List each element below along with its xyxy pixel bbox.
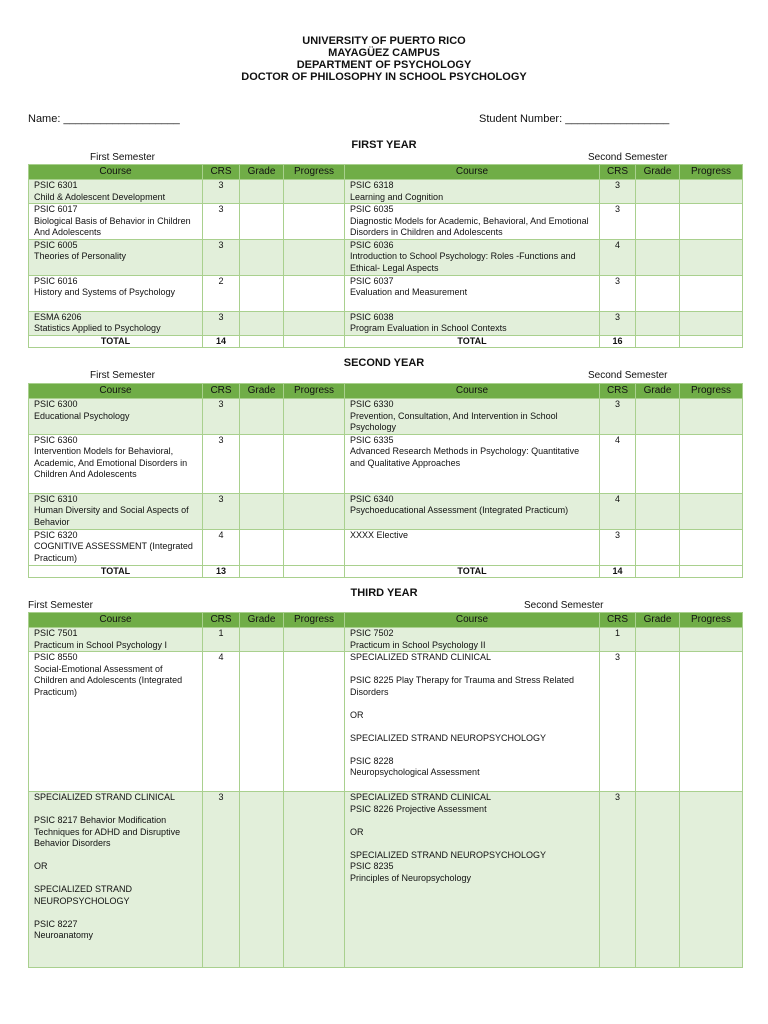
table-row — [29, 434, 743, 493]
or-label: OR — [350, 826, 364, 837]
col-course: Course — [345, 165, 600, 180]
course-cell — [345, 204, 600, 240]
total-crs: 13 — [203, 565, 240, 578]
course-name: Practicum in School Psychology II — [350, 639, 486, 650]
crs-cell: 3 — [600, 529, 636, 565]
table-row — [29, 529, 743, 565]
col-course: Course — [29, 384, 203, 399]
course-cell — [345, 275, 600, 311]
progress-cell[interactable] — [680, 239, 743, 275]
course-code: PSIC 8550 — [34, 652, 78, 662]
table-row — [29, 311, 743, 335]
grade-cell[interactable] — [636, 628, 680, 652]
col-progress: Progress — [680, 165, 743, 180]
crs-cell: 3 — [203, 399, 240, 435]
progress-cell[interactable] — [680, 565, 743, 578]
grade-cell[interactable] — [636, 434, 680, 493]
third-year-table — [28, 612, 743, 968]
course-name: Theories of Personality — [34, 251, 127, 261]
course-name: Neuropsychological Assessment — [350, 767, 480, 777]
col-crs: CRS — [600, 165, 636, 180]
course-code: PSIC 6038 — [350, 311, 394, 322]
course-code: PSIC 7502 — [350, 628, 394, 638]
course-name: COGNITIVE ASSESSMENT (Integrated Practicum) — [34, 541, 193, 563]
course-code: PSIC 6005 — [34, 239, 78, 250]
progress-cell[interactable] — [680, 335, 743, 348]
grade-cell[interactable] — [240, 275, 284, 311]
crs-cell: 3 — [600, 792, 636, 968]
course-name: Learning and Cognition — [350, 191, 444, 202]
course-code: PSIC 6360 — [34, 434, 78, 445]
progress-cell[interactable] — [284, 529, 345, 565]
col-grade: Grade — [240, 384, 284, 399]
col-course: Course — [345, 384, 600, 399]
grade-cell[interactable] — [240, 792, 284, 968]
course-code: PSIC 6300 — [34, 399, 78, 409]
grade-cell[interactable] — [240, 204, 284, 240]
first-year-semester2-label: Second Semester — [588, 152, 668, 163]
crs-cell: 3 — [203, 792, 240, 968]
course-code: PSIC 6310 — [34, 493, 78, 504]
progress-cell[interactable] — [680, 792, 743, 968]
course-name: Practicum in School Psychology I — [34, 639, 168, 650]
table-header-row — [29, 165, 743, 180]
crs-cell: 3 — [600, 311, 636, 335]
col-course: Course — [345, 613, 600, 628]
total-row — [29, 565, 743, 578]
grade-cell[interactable] — [636, 399, 680, 435]
crs-cell: 3 — [203, 204, 240, 240]
progress-cell[interactable] — [680, 493, 743, 529]
grade-cell[interactable] — [636, 652, 680, 792]
col-grade: Grade — [636, 165, 680, 180]
total-crs: 16 — [600, 335, 636, 348]
crs-cell: 4 — [600, 434, 636, 493]
course-cell — [345, 792, 600, 968]
crs-cell: 4 — [600, 239, 636, 275]
course-cell — [29, 652, 203, 792]
department-name: DEPARTMENT OF PSYCHOLOGY — [296, 59, 472, 71]
course-name: Prevention, Consultation, And Intervention in School Psychology — [350, 410, 558, 432]
col-crs: CRS — [600, 613, 636, 628]
grade-cell[interactable] — [240, 434, 284, 493]
progress-cell[interactable] — [284, 239, 345, 275]
course-code: PSIC 8227 — [34, 918, 78, 929]
course-cell — [29, 434, 203, 493]
third-year-semester2-label: Second Semester — [524, 600, 604, 611]
col-grade: Grade — [240, 165, 284, 180]
grade-cell[interactable] — [636, 204, 680, 240]
university-name: UNIVERSITY OF PUERTO RICO — [302, 35, 466, 47]
course-name: Educational Psychology — [34, 410, 130, 421]
third-year-semester1-label: First Semester — [28, 600, 94, 611]
course-cell — [29, 628, 203, 652]
first-year-table — [28, 164, 743, 348]
strand-label: SPECIALIZED STRAND NEUROPSYCHOLOGY — [350, 732, 547, 743]
crs-cell: 2 — [203, 275, 240, 311]
course-cell — [29, 399, 203, 435]
progress-cell[interactable] — [284, 204, 345, 240]
total-label: TOTAL — [29, 335, 203, 348]
total-label: TOTAL — [345, 565, 600, 578]
crs-cell: 1 — [203, 628, 240, 652]
course-name: Social-Emotional Assessment of Children and Adolescents (Integrated Practicum) — [34, 663, 183, 697]
grade-cell[interactable] — [636, 565, 680, 578]
course-name: Neuroanatomy — [34, 930, 94, 940]
grade-cell[interactable] — [636, 239, 680, 275]
crs-cell: 3 — [600, 399, 636, 435]
course-cell — [29, 239, 203, 275]
course-cell — [29, 311, 203, 335]
or-label: OR — [34, 861, 48, 871]
crs-cell: 3 — [600, 204, 636, 240]
grade-cell[interactable] — [240, 565, 284, 578]
course-name: Advanced Research Methods in Psychology: Quantitative and Qualitative Approaches — [350, 446, 580, 468]
course-name: Intervention Models for Behavioral, Academic, And Emotional Disorders in Children And Adolescents — [34, 446, 188, 479]
progress-cell[interactable] — [284, 275, 345, 311]
crs-cell: 3 — [600, 652, 636, 792]
strand-label: SPECIALIZED STRAND CLINICAL — [350, 652, 492, 662]
progress-cell[interactable] — [284, 565, 345, 578]
course-code: PSIC 6035 — [350, 204, 394, 214]
course-code: PSIC 6016 — [34, 275, 78, 286]
crs-cell: 3 — [600, 180, 636, 204]
progress-cell[interactable] — [680, 652, 743, 792]
progress-cell[interactable] — [284, 628, 345, 652]
third-year-title: THIRD YEAR — [350, 587, 418, 599]
course-code: PSIC 7501 — [34, 628, 78, 638]
crs-cell: 4 — [600, 493, 636, 529]
course-name: Introduction to School Psychology: Roles -Functions and Ethical- Legal Aspects — [350, 251, 576, 273]
total-crs: 14 — [203, 335, 240, 348]
crs-cell: 3 — [203, 239, 240, 275]
name-field-label: Name: ___________________ — [28, 113, 180, 125]
grade-cell[interactable] — [636, 335, 680, 348]
crs-cell: 3 — [600, 275, 636, 311]
second-year-semester2-label: Second Semester — [588, 370, 668, 381]
grade-cell[interactable] — [240, 652, 284, 792]
progress-cell[interactable] — [680, 399, 743, 435]
grade-cell[interactable] — [636, 529, 680, 565]
table-row — [29, 652, 743, 792]
course-cell — [29, 180, 203, 204]
table-row — [29, 180, 743, 204]
course-name: History and Systems of Psychology — [34, 287, 176, 297]
progress-cell[interactable] — [680, 434, 743, 493]
progress-cell[interactable] — [284, 180, 345, 204]
or-label: OR — [350, 709, 364, 720]
course-cell — [29, 529, 203, 565]
col-crs: CRS — [203, 165, 240, 180]
grade-cell[interactable] — [240, 628, 284, 652]
course-name: Diagnostic Models for Academic, Behavioral, And Emotional Disorders in Children and Adolescents — [350, 215, 589, 237]
crs-cell: 4 — [203, 652, 240, 792]
course-code: PSIC 8235 — [350, 861, 394, 871]
col-progress: Progress — [284, 165, 345, 180]
total-row — [29, 335, 743, 348]
progress-cell[interactable] — [680, 529, 743, 565]
crs-cell: 4 — [203, 529, 240, 565]
course-code: PSIC 6320 — [34, 529, 78, 540]
course-name: PSIC 8226 Projective Assessment — [350, 803, 487, 814]
table-row — [29, 239, 743, 275]
crs-cell: 3 — [203, 434, 240, 493]
progress-cell[interactable] — [284, 399, 345, 435]
document-header — [0, 35, 768, 83]
course-cell — [345, 311, 600, 335]
col-crs: CRS — [203, 613, 240, 628]
course-cell — [345, 628, 600, 652]
strand-label: SPECIALIZED STRAND NEUROPSYCHOLOGY — [350, 849, 547, 860]
second-year-table — [28, 383, 743, 578]
course-name: Biological Basis of Behavior in Children And Adolescents — [34, 215, 191, 237]
crs-cell: 3 — [203, 311, 240, 335]
grade-cell[interactable] — [636, 493, 680, 529]
course-cell — [29, 204, 203, 240]
grade-cell[interactable] — [240, 311, 284, 335]
table-row — [29, 628, 743, 652]
course-name: PSIC 8217 Behavior Modification Techniques for ADHD and Disruptive Behavior Disorders — [34, 815, 181, 848]
progress-cell[interactable] — [680, 204, 743, 240]
grade-cell[interactable] — [636, 180, 680, 204]
table-header-row — [29, 384, 743, 399]
grade-cell[interactable] — [240, 239, 284, 275]
course-code: PSIC 6318 — [350, 180, 394, 190]
col-crs: CRS — [203, 384, 240, 399]
col-progress: Progress — [680, 613, 743, 628]
progress-cell[interactable] — [284, 652, 345, 792]
course-cell — [345, 399, 600, 435]
total-crs: 14 — [600, 565, 636, 578]
progress-cell[interactable] — [284, 335, 345, 348]
progress-cell[interactable] — [680, 180, 743, 204]
grade-cell[interactable] — [240, 180, 284, 204]
course-code: ESMA 6206 — [34, 311, 82, 322]
grade-cell[interactable] — [636, 311, 680, 335]
course-name: Program Evaluation in School Contexts — [350, 323, 507, 333]
course-cell — [29, 493, 203, 529]
course-code: PSIC 6037 — [350, 275, 394, 286]
course-code: PSIC 8228 — [350, 755, 394, 766]
grade-cell[interactable] — [240, 335, 284, 348]
course-code: PSIC 6017 — [34, 204, 78, 214]
col-grade: Grade — [240, 613, 284, 628]
campus-name: MAYAGÜEZ CAMPUS — [328, 47, 440, 59]
total-label: TOTAL — [345, 335, 600, 348]
course-cell — [345, 180, 600, 204]
course-name: Evaluation and Measurement — [350, 287, 468, 297]
course-name: Human Diversity and Social Aspects of Behavior — [34, 505, 189, 527]
total-label: TOTAL — [29, 565, 203, 578]
progress-cell[interactable] — [680, 628, 743, 652]
grade-cell[interactable] — [636, 792, 680, 968]
second-year-semester1-label: First Semester — [90, 370, 156, 381]
table-row — [29, 493, 743, 529]
course-cell — [29, 792, 203, 968]
strand-label: SPECIALIZED STRAND CLINICAL — [350, 792, 492, 802]
course-code: PSIC 6335 — [350, 434, 394, 445]
progress-cell[interactable] — [284, 311, 345, 335]
course-cell — [345, 652, 600, 792]
table-row — [29, 792, 743, 968]
course-code: PSIC 6301 — [34, 180, 78, 190]
course-name: Psychoeducational Assessment (Integrated Practicum) — [350, 505, 569, 515]
table-row — [29, 275, 743, 311]
col-course: Course — [29, 165, 203, 180]
col-progress: Progress — [284, 613, 345, 628]
course-cell — [345, 529, 600, 565]
course-name: PSIC 8225 Play Therapy for Trauma and Stress Related Disorders — [350, 675, 574, 697]
strand-label: SPECIALIZED STRAND NEUROPSYCHOLOGY — [34, 884, 133, 906]
second-year-title: SECOND YEAR — [343, 357, 425, 369]
col-progress: Progress — [284, 384, 345, 399]
table-row — [29, 204, 743, 240]
progress-cell[interactable] — [284, 493, 345, 529]
table-header-row — [29, 613, 743, 628]
grade-cell[interactable] — [636, 275, 680, 311]
course-cell — [345, 239, 600, 275]
strand-label: SPECIALIZED STRAND CLINICAL — [34, 792, 176, 802]
course-code: PSIC 6036 — [350, 239, 394, 250]
crs-cell: 1 — [600, 628, 636, 652]
crs-cell: 3 — [203, 493, 240, 529]
progress-cell[interactable] — [680, 311, 743, 335]
progress-cell[interactable] — [284, 792, 345, 968]
first-year-title: FIRST YEAR — [351, 139, 417, 151]
student-number-field-label: Student Number: _________________ — [479, 113, 670, 125]
course-code: PSIC 6340 — [350, 493, 394, 504]
progress-cell[interactable] — [680, 275, 743, 311]
crs-cell: 3 — [203, 180, 240, 204]
grade-cell[interactable] — [240, 493, 284, 529]
course-code: PSIC 6330 — [350, 399, 394, 409]
course-cell — [345, 493, 600, 529]
course-name: Principles of Neuropsychology — [350, 872, 472, 883]
progress-cell[interactable] — [284, 434, 345, 493]
table-row — [29, 399, 743, 435]
col-crs: CRS — [600, 384, 636, 399]
grade-cell[interactable] — [240, 529, 284, 565]
course-code: XXXX Elective — [350, 529, 409, 540]
col-grade: Grade — [636, 613, 680, 628]
col-progress: Progress — [680, 384, 743, 399]
course-name: Child & Adolescent Development — [34, 191, 166, 202]
course-name: Statistics Applied to Psychology — [34, 323, 161, 333]
grade-cell[interactable] — [240, 399, 284, 435]
first-year-semester1-label: First Semester — [90, 152, 156, 163]
col-grade: Grade — [636, 384, 680, 399]
col-course: Course — [29, 613, 203, 628]
course-cell — [29, 275, 203, 311]
program-name: DOCTOR OF PHILOSOPHY IN SCHOOL PSYCHOLOGY — [241, 71, 527, 83]
course-cell — [345, 434, 600, 493]
